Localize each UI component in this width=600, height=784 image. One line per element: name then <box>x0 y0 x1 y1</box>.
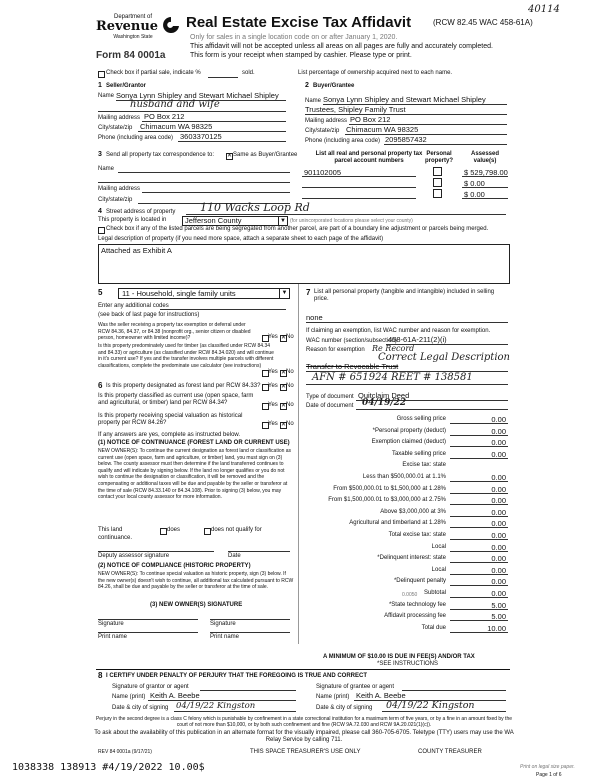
tax-line-value[interactable]: 0.00 <box>491 531 506 540</box>
seller-mailing-field[interactable]: PO Box 212 <box>144 112 185 121</box>
corner-note: 40114 <box>528 4 560 15</box>
dept-line1: Department of <box>113 14 153 20</box>
doc-date-field[interactable]: 04/19/22 <box>362 398 407 408</box>
revision-label: REV 84 0001a (9/17/21) <box>98 749 152 755</box>
dept-logo <box>96 14 170 40</box>
owner-signature-field-1[interactable] <box>98 619 198 620</box>
tax-line-value[interactable]: 0.00 <box>491 565 506 575</box>
seller-city-field[interactable]: Chimacum WA 98325 <box>140 122 213 131</box>
grantor-sig-label: Signature of grantor or agent <box>112 684 189 690</box>
seller-name2-field[interactable]: husband and wife <box>130 99 220 110</box>
land-does-not-label: does not qualify for <box>211 527 262 533</box>
seller-mailing-label: Mailing address <box>98 115 141 121</box>
parcel-value-1[interactable]: $ 0.00 <box>464 179 485 188</box>
chevron-down-icon[interactable]: ▼ <box>279 289 289 298</box>
tax-line-rule <box>450 446 508 447</box>
exempt-claim-label: If claiming an exemption, list WAC number and reason for exemption. <box>306 328 491 334</box>
grantor-name-label: Name (print) <box>112 694 146 700</box>
grantee-name-field[interactable]: Keith A. Beebe <box>356 691 406 700</box>
continuance-label: continuance. <box>98 535 133 541</box>
s6q2-yes-label: Yes <box>268 402 278 408</box>
notice1-text: NEW OWNER(S): To continue the current designation as forest land or classification as current use (open space, farm and agriculture, or timber) land, you must sign on (3) below. The county assessor must then determine if the land transferred continues to qualify and will indicate by signing below. If the land no longer qualifies or you do not wish to continue the designation or classification, it will be removed and the compensating or additional taxes will be due and payable by the seller or transferor at the time of sale (RCW 84.33.140 or 84.34.108). Prior to signing (3) below, you may contact your local county assessor for more information. <box>98 448 292 501</box>
tax-line-label: Local <box>431 543 446 550</box>
page-number: Page 1 of 6 <box>536 772 562 778</box>
tax-line-label: *Delinquent penalty <box>393 578 446 585</box>
treasurer-only-label: THIS SPACE TREASURER'S USE ONLY <box>250 749 361 755</box>
tax-line-label: Exemption claimed (deduct) <box>371 439 446 446</box>
personal-property-field[interactable]: none <box>306 313 323 322</box>
see-back-label: (see back of last page for instructions) <box>98 312 200 318</box>
reason-typed-field[interactable]: Transfer to Revocable Trust <box>306 362 399 371</box>
form-sub2: This affidavit will not be accepted unless all areas on all pages are fully and accurately completed. <box>190 43 493 50</box>
tax-line-label: From $500,000.01 to $1,500,000 at 1.28% <box>333 485 446 492</box>
land-does-checkbox[interactable] <box>160 528 167 535</box>
s6q3-yes-label: Yes <box>268 421 278 427</box>
wac-label: WAC number (section/subsection) <box>306 338 397 344</box>
legal-description-textarea[interactable] <box>98 244 510 284</box>
buyer-name-field[interactable]: Sonya Lynn Shipley and Stewart Michael Shipley <box>323 95 486 104</box>
grantee-date-label: Date & city of signing <box>316 705 373 711</box>
doc-date-label: Date of document <box>306 403 354 409</box>
tax-line-value[interactable]: 0.00 <box>491 426 506 436</box>
grantee-signature-field[interactable] <box>402 690 506 691</box>
personal-property-line <box>306 322 508 323</box>
notice1-title: (1) NOTICE OF CONTINUANCE (FOREST LAND OR CURRENT USE) <box>98 440 290 446</box>
minimum-note: A MINIMUM OF $10.00 IS DUE IN FEE(S) AND/OR TAX <box>323 654 475 660</box>
corr-mailing-field[interactable] <box>142 192 290 193</box>
tax-line-label: Subtotal <box>423 590 446 596</box>
tax-line-label: Affidavit processing fee <box>384 613 446 620</box>
seller-name-label: Name <box>98 93 115 99</box>
parcel-col-value: Assessed value(s) <box>470 151 500 164</box>
owner-print-field-2[interactable] <box>210 632 290 633</box>
column-divider <box>298 284 299 644</box>
seller-city-label: City/state/zip <box>98 125 133 131</box>
buyer-heading: Buyer/Grantee <box>313 83 355 89</box>
certify-text: I CERTIFY UNDER PENALTY OF PERJURY THAT THE FOREGOING IS TRUE AND CORRECT <box>106 673 368 679</box>
tax-line-value[interactable]: 0.00 <box>491 449 506 459</box>
tax-line-value[interactable]: 0.00 <box>491 589 506 598</box>
corr-name2-line[interactable] <box>98 182 290 183</box>
tax-line-value[interactable]: 0.00 <box>491 507 506 517</box>
form-sub1: Only for sales in a single location code on or after January 1, 2020. <box>190 34 398 41</box>
tax-line-rule <box>450 504 508 505</box>
doc-type-label: Type of document <box>306 394 354 400</box>
tax-line-label: Taxable selling price <box>391 450 446 457</box>
owner-print-label-2: Print name <box>210 634 240 640</box>
county-select-value: Jefferson County <box>185 216 242 225</box>
tax-line-value[interactable]: 0.00 <box>491 473 506 482</box>
deputy-signature-field[interactable] <box>98 551 214 552</box>
parcel-value-0[interactable]: $ 529,798.00 <box>464 168 508 177</box>
tax-line-label: *Personal property (deduct) <box>372 427 446 434</box>
segregated-checkbox[interactable] <box>98 227 105 234</box>
section5-num: 5 <box>98 288 103 297</box>
q1-yes-label: Yes <box>268 334 278 340</box>
tax-line-value[interactable]: 0.00 <box>491 577 506 587</box>
parcel-acct-line-2[interactable] <box>302 198 416 199</box>
partial-sold-label: sold. <box>242 70 255 76</box>
tax-line-value[interactable]: 0.00 <box>491 519 506 529</box>
seller-name2-line <box>98 111 286 112</box>
form-sub3: This form is your receipt when stamped by cashier. Please type or print. <box>190 52 412 59</box>
seller-phone-label: Phone (including area code) <box>98 135 174 141</box>
grantor-date-line <box>174 711 296 712</box>
seller-num: 1 <box>98 82 102 89</box>
owner-signature-label-2: Signature <box>210 621 236 627</box>
form-number: Form 84 0001a <box>96 50 166 61</box>
tax-line-value[interactable]: 5.00 <box>491 612 506 622</box>
same-as-buyer-checkbox[interactable] <box>226 153 233 160</box>
forest-question: Is this property designated as forest land per RCW 84.33? <box>106 383 261 389</box>
afn-hand: AFN # 651924 REET # 138581 <box>312 372 473 383</box>
tax-line-rule <box>450 516 508 517</box>
tax-line-label: From $1,500,000.01 to $3,000,000 at 2.75% <box>328 497 446 504</box>
partial-sale-label: Check box if partial sale, indicate % <box>106 70 201 76</box>
this-land-label: This land <box>98 527 123 533</box>
tax-line-value[interactable]: 10.00 <box>487 623 506 633</box>
grantee-sig-label: Signature of grantee or agent <box>316 684 395 690</box>
parcel-acct-line-1[interactable] <box>302 187 416 188</box>
q1-no-label: No <box>286 334 294 340</box>
deputy-date-field[interactable] <box>228 551 290 552</box>
grantee-date-line <box>382 711 506 712</box>
tax-line-rule <box>450 481 508 482</box>
segregated-label: Check box if any of the listed parcels are being segregated from another parcel, are part of a boundary line adjustment or parcels being merged. <box>106 226 489 232</box>
seller-heading: Seller/Grantor <box>106 83 147 89</box>
local-rate: 0.0050 <box>402 592 418 598</box>
owner-signature-field-2[interactable] <box>210 619 290 620</box>
owner-signature-label-1: Signature <box>98 621 124 627</box>
doc-date-line <box>356 409 508 410</box>
tax-line-rule <box>450 620 508 621</box>
seller-name-field[interactable]: Sonya Lynn Shipley and Stewart Michael Shipley <box>116 91 279 100</box>
corr-city-label: City/state/zip <box>98 197 133 203</box>
tax-line-label: Total due <box>421 624 446 631</box>
parcel-acct-0[interactable]: 901102005 <box>304 168 341 177</box>
parcel-acct-line-0 <box>302 176 416 177</box>
chevron-down-icon[interactable]: ▼ <box>278 217 287 225</box>
tax-line-rule <box>450 539 508 540</box>
street-label: Street address of property <box>106 209 176 215</box>
buyer-phone-field[interactable]: 2095857432 <box>385 135 427 144</box>
buyer-mailing-field[interactable]: PO Box 212 <box>350 115 391 124</box>
notice2-text: NEW OWNER(S): To continue special valuation as historic property, sign (3) below. If the new owner(s) doesn't wish to continue, all additional tax calculated pursuant to RCW 84.26, shall be due and payable by the seller or transferor at the time of sale. <box>98 571 294 591</box>
perjury-note: Perjury in the second degree is a class C felony which is punishable by confinement in a state correctional institution for a maximum term of five years, or by a fine in an amount fixed by the court of not more than $10,000, or by both such confinement and fine (RCW 9A.72.030 and RCW 9A.20.021(1)(c)). <box>95 716 513 729</box>
tax-line-label: *State technology fee <box>388 601 446 608</box>
county-select[interactable] <box>182 216 288 226</box>
form-title: Real Estate Excise Tax Affidavit <box>186 14 412 31</box>
section8-num: 8 <box>98 671 103 680</box>
tax-line-value[interactable]: 0.00 <box>491 542 506 552</box>
s6q2-no-label: No <box>286 402 294 408</box>
section8-divider <box>96 669 510 670</box>
land-does-label: does <box>167 527 181 533</box>
alt-format-note: To ask about the availability of this publication in an alternate format for the visually impaired, please call 360-705-6705. Teletype (TTY) users may use the WA Relay Service by calling 711. <box>94 730 514 744</box>
tax-line-value[interactable]: 0.00 <box>491 554 506 564</box>
corr-mailing-label: Mailing address <box>98 186 141 192</box>
parcel-value-line-0 <box>462 176 508 177</box>
q2-yes-label: Yes <box>268 369 278 375</box>
parcel-value-line-2 <box>462 198 508 199</box>
buyer-num: 2 <box>305 82 309 89</box>
street-line <box>186 214 506 215</box>
legal-paper-note: Print on legal size paper. <box>520 764 575 770</box>
section7-label: List all personal property (tangible and intangible) included in selling price. <box>314 289 495 302</box>
corr-name-field[interactable] <box>118 172 290 173</box>
doc-type-field[interactable]: Quitclaim Deed <box>358 391 410 400</box>
tax-line-label: Agricultural and timberland at 1.28% <box>349 520 446 527</box>
buyer-name-label: Name <box>305 98 322 104</box>
revenue-logo-icon <box>162 16 180 36</box>
parcel-personal-checkbox-1[interactable] <box>433 178 442 187</box>
additional-codes-label: Enter any additional codes <box>98 303 169 309</box>
parcel-value-2[interactable]: $ 0.00 <box>464 190 485 199</box>
treasurer-stamp: 1038338 138913 #4/19/2022 10.00$ <box>12 762 205 773</box>
list-pct-label: List percentage of ownership acquired next to each name. <box>298 70 453 76</box>
historic-question: Is this property receiving special valuation as historical property per RCW 84.26? <box>98 413 243 426</box>
grantee-date-field[interactable]: 04/19/22 Kingston <box>386 700 475 711</box>
parcel-personal-checkbox-2[interactable] <box>433 189 442 198</box>
grantor-name-field[interactable]: Keith A. Beebe <box>150 691 200 700</box>
section6-num: 6 <box>98 381 103 390</box>
seller-phone-field[interactable]: 3603370125 <box>180 132 222 141</box>
legal-label: Legal description of property (if you need more space, attach a separate sheet to each page of the affidavit) <box>98 236 384 242</box>
reason-label: Reason for exemption <box>306 347 365 353</box>
tax-line-rule <box>450 574 508 575</box>
tax-line-label: Gross selling price <box>396 416 446 422</box>
buyer-name2-line <box>305 114 507 115</box>
reason-hand2: Correct Legal Description <box>378 352 510 363</box>
buyer-phone-line <box>384 144 507 145</box>
seller-phone-line <box>178 141 286 142</box>
wac-field[interactable]: 458-61A-211(2)(i) <box>388 335 447 344</box>
tax-line-rule <box>450 562 508 563</box>
tax-line-value[interactable]: 0.00 <box>491 438 506 448</box>
q2-no-label: No <box>286 369 294 375</box>
tax-line-rule <box>450 585 508 586</box>
grantor-date-label: Date & city of signing <box>112 705 169 711</box>
tax-line-rule <box>450 458 508 459</box>
s6q3-no-label: No <box>286 421 294 427</box>
tax-line-label: Total excise tax: state <box>388 532 446 538</box>
partial-pct-line[interactable] <box>208 77 238 78</box>
section7-num: 7 <box>306 288 311 297</box>
partial-sale-checkbox[interactable] <box>98 71 105 78</box>
tax-line-label: Above $3,000,000 at 3% <box>380 508 446 515</box>
corr-name-label: Name <box>98 166 115 172</box>
tax-line-label: Less than $500,000.01 at 1.1% <box>362 474 446 480</box>
legal-description-value: Attached as Exhibit A <box>101 246 172 255</box>
same-as-buyer-label: Same as Buyer/Grantee <box>233 152 298 158</box>
tax-line-label: Local <box>431 566 446 573</box>
tax-line-value[interactable]: 0.00 <box>491 484 506 494</box>
dept-line3: Washington State <box>113 34 153 40</box>
dept-line2: Revenue <box>96 19 159 34</box>
s6q1-yes-label: Yes <box>268 383 278 389</box>
tax-line-label: Excise tax: state <box>402 462 446 469</box>
if-yes-note: If any answers are yes, complete as instructed below. <box>98 432 241 438</box>
land-does-not-checkbox[interactable] <box>204 528 211 535</box>
county-note: (for unincorporated locations please select your county) <box>290 218 413 224</box>
new-owner-sig-title: (3) NEW OWNER(S) SIGNATURE <box>150 602 243 608</box>
section4-num: 4 <box>98 208 102 215</box>
timber-question: Is this property predominately used for timber (as classified under RCW 84.34 and 84.33) or agriculture (as classified under RCW 84.34.020) and will continue in it's current use? If yes and the transfer involves multiple parcels with different classifications, complete the predominate use calculator (see instructions) <box>98 343 274 369</box>
tax-line-rule <box>450 632 508 633</box>
owner-print-field-1[interactable] <box>98 632 198 633</box>
tax-line-value[interactable]: 5.00 <box>491 600 506 610</box>
form-title-ref: (RCW 82.45 WAC 458-61A) <box>433 18 533 27</box>
grantor-date-field[interactable]: 04/19/22 Kingston <box>176 701 256 711</box>
buyer-phone-label: Phone (including area code) <box>305 138 381 144</box>
tax-line-value[interactable]: 0.00 <box>491 496 506 506</box>
current-use-question: Is this property classified as current use (open space, farm and agricultural, or timber) land per RCW 84.34? <box>98 393 254 406</box>
tax-line-value[interactable]: 0.00 <box>491 415 506 424</box>
reason-hand1: Re Record <box>372 344 415 353</box>
owner-print-label-1: Print name <box>98 634 128 640</box>
tax-line-label: *Delinquent interest: state <box>377 555 446 562</box>
section3-num: 3 <box>98 151 102 158</box>
grantee-name-label: Name (print) <box>316 694 350 700</box>
located-label: This property is located in <box>98 217 167 223</box>
grantor-signature-field[interactable] <box>200 690 296 691</box>
tax-line-rule <box>450 597 508 598</box>
parcel-value-line-1 <box>462 187 508 188</box>
buyer-city-label: City/state/zip <box>305 128 340 134</box>
tax-line-rule <box>450 423 508 424</box>
buyer-mailing-label: Mailing address <box>305 118 348 124</box>
notice2-title: (2) NOTICE OF COMPLIANCE (HISTORIC PROPERTY) <box>98 563 251 569</box>
deputy-signature-label: Deputy assessor signature <box>98 553 170 559</box>
see-instructions-note: *SEE INSTRUCTIONS <box>377 661 439 667</box>
street-field[interactable]: 110 Wacks Loop Rd <box>200 201 310 214</box>
county-treasurer-label: COUNTY TREASURER <box>418 749 482 755</box>
land-use-select[interactable] <box>118 288 290 299</box>
tax-line-rule <box>450 551 508 552</box>
afn-line <box>306 384 508 385</box>
tax-line-rule <box>450 609 508 610</box>
parcel-col-acct: List all real and personal property tax parcel account numbers <box>315 151 423 164</box>
parcel-personal-checkbox-0[interactable] <box>433 167 442 176</box>
buyer-city-field[interactable]: Chimacum WA 98325 <box>346 125 419 134</box>
additional-codes-field[interactable] <box>160 309 286 310</box>
section3-label: Send all property tax correspondence to: <box>106 152 215 158</box>
exemption-question: Was the seller receiving a property tax exemption or deferral under RCW 84.36, 84.37, or 84.38 (nonprofit org., senior citizen or disabled person, homeowner with limited income)? <box>98 322 251 341</box>
s6q1-no-label: No <box>286 383 294 389</box>
deputy-date-label: Date <box>228 553 241 559</box>
tax-line-rule <box>450 493 508 494</box>
buyer-name2-field[interactable]: Trustees, Shipley Family Trust <box>305 105 406 114</box>
parcel-col-personal: Personal property? <box>424 151 453 164</box>
tax-line-rule <box>450 527 508 528</box>
land-use-value: 11 - Household, single family units <box>122 289 236 298</box>
tax-line-rule <box>450 435 508 436</box>
